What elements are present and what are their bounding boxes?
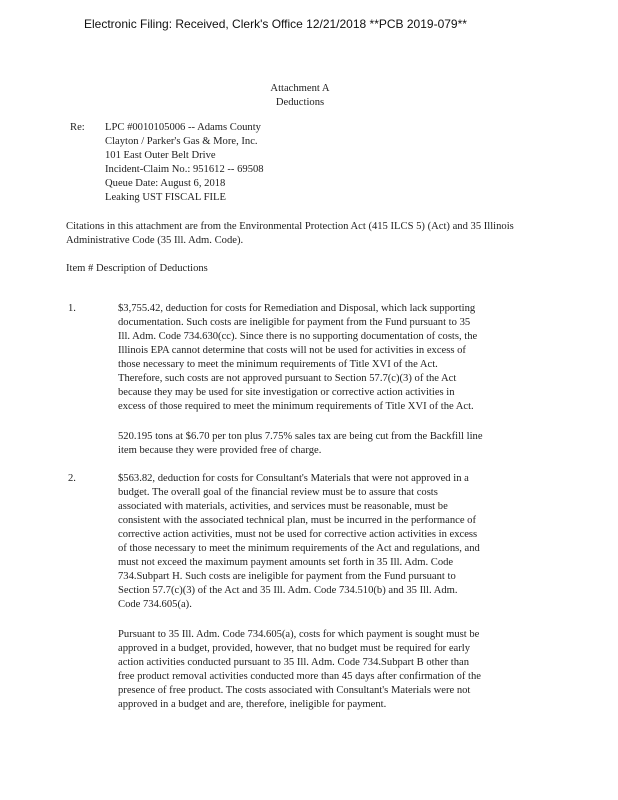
text-line: Illinois EPA cannot determine that costs will not be used for activities in excess of: [118, 345, 466, 356]
item-number-2: 2.: [68, 473, 76, 484]
text-line: presence of free product. The costs associated with Consultant's Materials were not: [118, 685, 471, 696]
re-line-incident-claim: Incident-Claim No.: 951612 -- 69508: [105, 164, 264, 175]
text-line: budget. The overall goal of the financial review must be to assure that costs: [118, 487, 438, 498]
item-1-paragraph-1: [118, 302, 528, 414]
text-line: free product removal activities conducted more than 45 days after confirmation of the: [118, 671, 481, 682]
text-line: 520.195 tons at $6.70 per ton plus 7.75% sales tax are being cut from the Backfill line: [118, 431, 483, 442]
electronic-filing-banner: Electronic Filing: Received, Clerk's Office 12/21/2018 **PCB 2019-079**: [84, 17, 467, 31]
text-line: corrective action activities, must not be used for corrective action activities in excess: [118, 529, 478, 540]
item-1-paragraph-2: [118, 430, 528, 458]
re-line-address: 101 East Outer Belt Drive: [105, 150, 216, 161]
text-line: item because they were provided free of charge.: [118, 445, 322, 456]
text-line: Pursuant to 35 Ill. Adm. Code 734.605(a), costs for which payment is sought must be: [118, 629, 480, 640]
text-line: excess of those required to meet the minimum requirements of Title XVI of the Act.: [118, 401, 474, 412]
text-line: of those necessary to meet the minimum requirements of the Act and regulations, and: [118, 543, 480, 554]
text-line: 734.Subpart H. Such costs are ineligible for payment from the Fund pursuant to: [118, 571, 456, 582]
text-line: approved in a budget, provided, however, that no budget must be required for early: [118, 643, 471, 654]
text-line: because they may be used for site investigation or corrective action activities in: [118, 387, 455, 398]
item-2-paragraph-1: [118, 472, 528, 612]
re-line-facility: Clayton / Parker's Gas & More, Inc.: [105, 136, 258, 147]
text-line: those necessary to meet the minimum requirements of Title XVI of the Act.: [118, 359, 438, 370]
attachment-title: Attachment A: [270, 83, 330, 94]
text-line: Code 734.605(a).: [118, 599, 192, 610]
text-line: documentation. Such costs are ineligible for payment from the Fund pursuant to 35: [118, 317, 471, 328]
text-line: Section 57.7(c)(3) of the Act and 35 Ill. Adm. Code 734.510(b) and 35 Ill. Adm.: [118, 585, 458, 596]
text-line: associated with materials, activities, and services must be reasonable, must be: [118, 501, 448, 512]
re-block: [105, 121, 264, 205]
text-line: approved in a budget and are, therefore, ineligible for payment.: [118, 699, 387, 710]
text-line: $563.82, deduction for costs for Consultant's Materials that were not approved in a: [118, 473, 469, 484]
re-line-queue-date: Queue Date: August 6, 2018: [105, 178, 226, 189]
text-line: consistent with the associated technical plan, must be incurred in the performance of: [118, 515, 477, 526]
citations-paragraph: Citations in this attachment are from the Environmental Protection Act (415 ILCS 5) (Act) and 35 Illinois Administrative Code (35 Ill. Adm. Code).: [66, 221, 514, 246]
text-line: Ill. Adm. Code 734.630(cc). Since there is no supporting documentation of costs, the: [118, 331, 478, 342]
re-label: Re:: [70, 122, 85, 133]
text-line: must not exceed the maximum payment amounts set forth in 35 Ill. Adm. Code: [118, 557, 454, 568]
text-line: Therefore, such costs are not approved pursuant to Section 57.7(c)(3) of the Act: [118, 373, 457, 384]
re-line-file-type: Leaking UST FISCAL FILE: [105, 192, 226, 203]
attachment-subtitle: Deductions: [275, 97, 325, 108]
re-line-lpc: LPC #0010105006 -- Adams County: [105, 122, 261, 133]
text-line: action activities conducted pursuant to 35 Ill. Adm. Code 734.Subpart B other than: [118, 657, 470, 668]
item-header: Item # Description of Deductions: [66, 263, 208, 274]
item-2-paragraph-2: [118, 628, 528, 712]
item-number-1: 1.: [68, 303, 76, 314]
text-line: $3,755.42, deduction for costs for Remediation and Disposal, which lack supporting: [118, 303, 476, 314]
